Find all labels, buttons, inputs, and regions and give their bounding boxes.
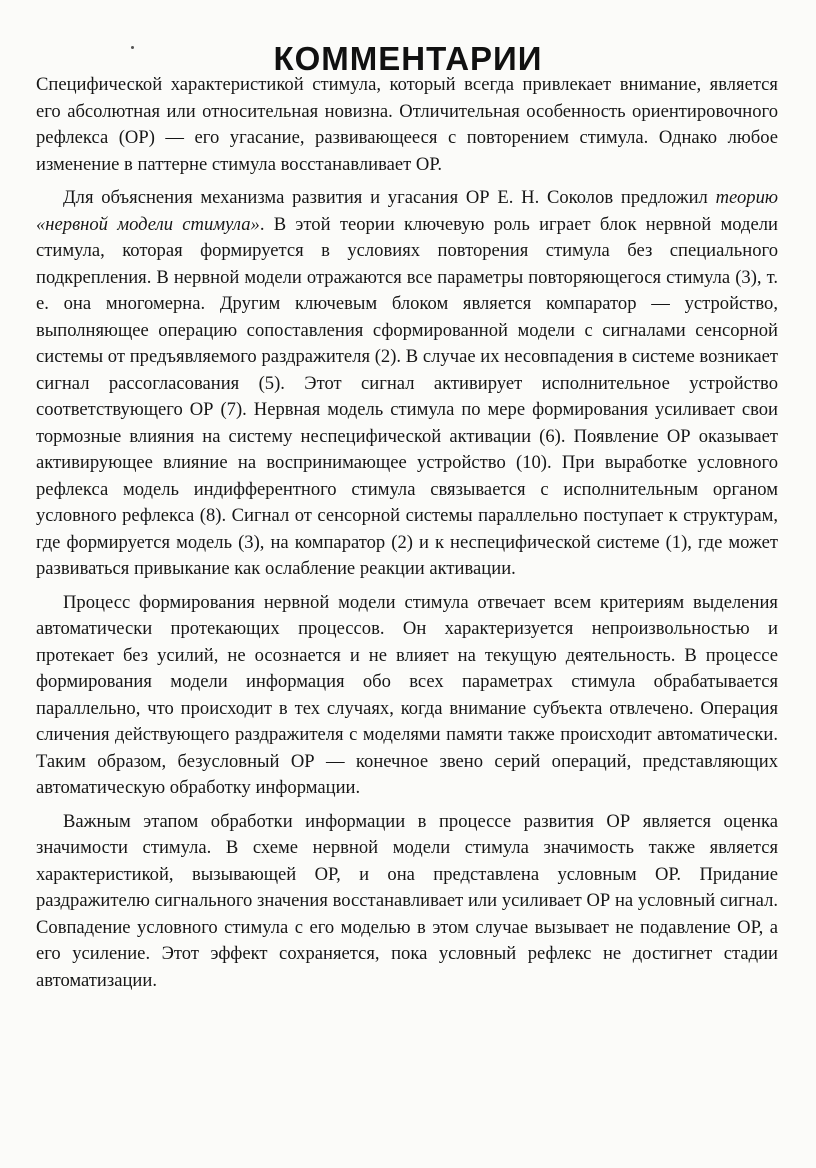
page-title: КОММЕНТАРИИ bbox=[273, 40, 543, 78]
body-text bbox=[36, 72, 778, 1001]
paragraph-2 bbox=[36, 185, 778, 583]
paragraph-4: Важным этапом обработки информации в процессе развития ОР является оценка значимости стимула. В схеме нервной модели стимула значимость также является характеристикой, вызывающей ОР, и она представлена условным ОР. Придание раздражителю сигнального значения восстанавливает или усиливает ОР на условный сигнал. Совпадение условного стимула с его моделью в этом случае вызывает не подавление ОР, а его усиление. Этот эффект сохраняется, пока условный рефлекс не достигнет стадии автоматизации. bbox=[36, 810, 778, 991]
paragraph-3: Процесс формирования нервной модели стимула отвечает всем критериям выделения автоматически протекающих процессов. Он характеризуется непроизвольностью и протекает без усилий, не осознается и не влияет на текущую деятельность. В процессе формирования модели информация обо всех параметрах стимула обрабатывается параллельно, что происходит в тех случаях, когда внимание субъекта отвлечено. Операция сличения действующего раздражителя с моделями памяти также происходит автоматически. Таким образом, безусловный ОР — конечное звено серий операций, представляющих автоматическую обработку информации. bbox=[36, 591, 778, 798]
paragraph-2-lead: Для объяснения механизма развития и угасания ОР Е. Н. Соколов предложил bbox=[63, 187, 716, 208]
paragraph-2-rest: . В этой теории ключевую роль играет блок нервной модели стимула, которая формируется в условиях повторения стимула без специального подкрепления. В нервной модели отражаются все параметры повторяющегося стимула (3), т. е. она многомерна. Другим ключевым блоком является компаратор — устройство, выполняющее операцию сопоставления сформированной модели с сигналами сенсорной системы от предъявляемого раздражителя (2). В случае их несовпадения в системе возникает сигнал рассогласования (5). Этот сигнал активирует исполнительное устройство соответствующего ОР (7). Нервная модель стимула по мере формирования усиливает свои тормозные влияния на систему неспецифической активации (6). Появление ОР оказывает активирующее влияние на воспринимающее устройство (10). При выработке условного рефлекса модель индифферентного стимула связывается с исполнительным органом условного рефлекса (8). Сигнал от сенсорной системы параллельно поступает к структурам, где формируется модель (3), на компаратор (2) и к неспецифической системе (1), где может развиваться привыкание как ослабление реакции активации. bbox=[36, 213, 779, 579]
paragraph-1: Специфической характеристикой стимула, который всегда привлекает внимание, является его абсолютная или относительная новизна. Отличительная особенность ориентировочного рефлекса (ОР) — его угасание, развивающееся с повторением стимула. Однако любое изменение в паттерне стимула восстанавливает ОР. bbox=[36, 74, 778, 175]
paragraph-2-emphasis: теорию «нервной модели стимула» bbox=[36, 187, 778, 235]
